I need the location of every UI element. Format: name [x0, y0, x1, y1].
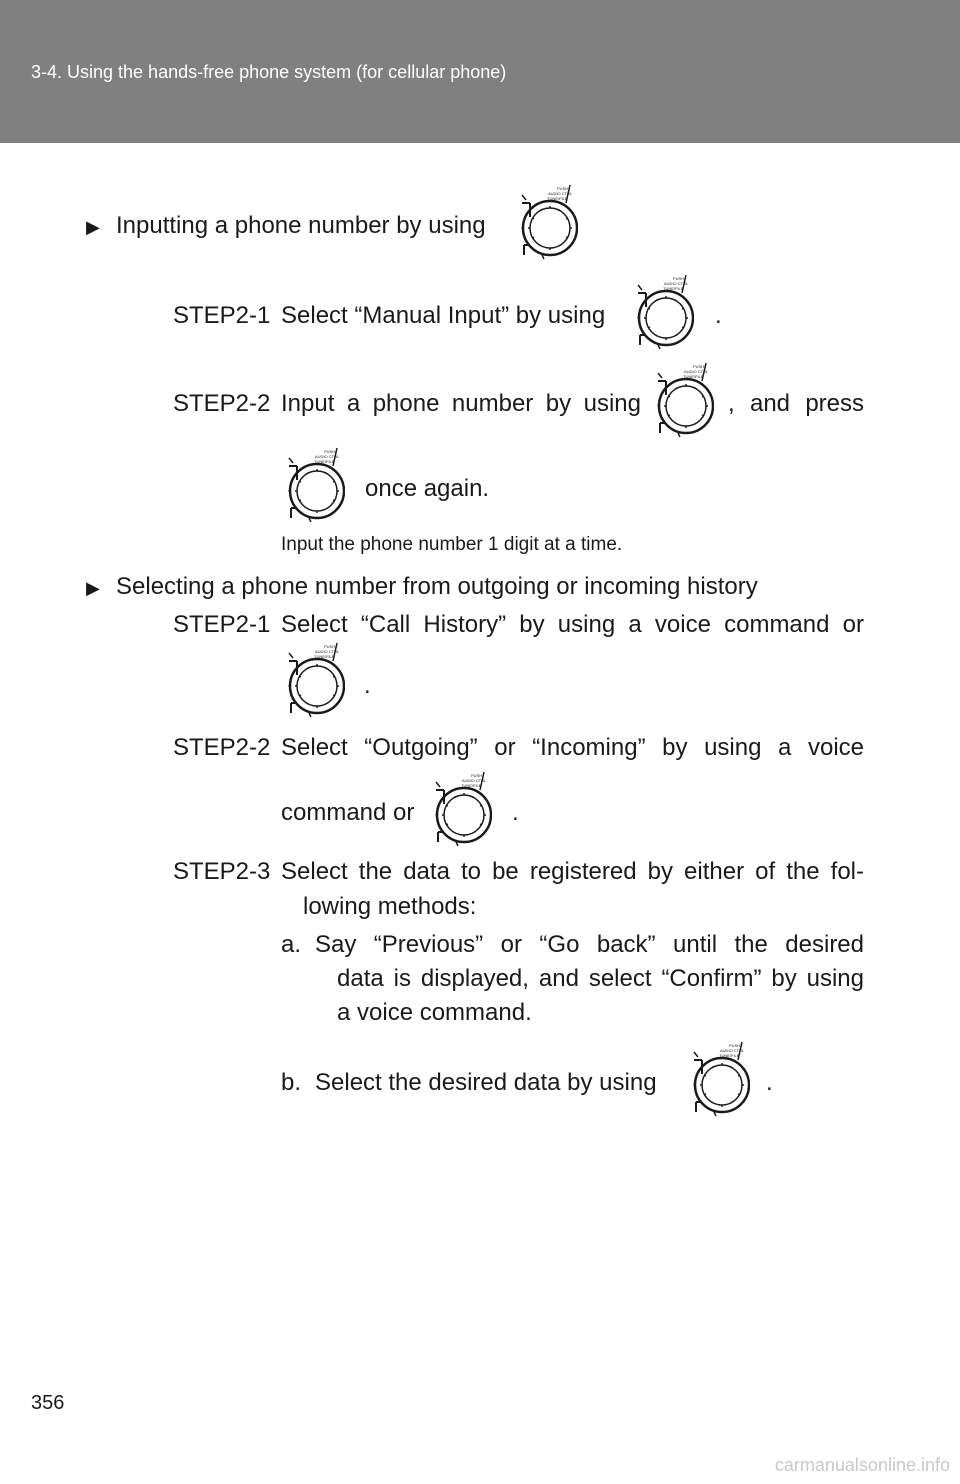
s2-step3-a-line1: Say “Previous” or “Go back” until the desired [315, 931, 864, 958]
s2-step2-text: Select “Outgoing” or “Incoming” by using a voice [281, 734, 864, 761]
section2-heading-text: Selecting a phone number from outgoing or incoming history [116, 573, 758, 600]
bullet-icon: ▶ [86, 578, 100, 598]
s2-step1-text: Select “Call History” by using a voice command or [281, 611, 864, 638]
tune-sel-knob-icon [428, 770, 492, 854]
section1-heading-text: Inputting a phone number by using [116, 212, 486, 239]
tune-sel-knob-icon [630, 273, 694, 357]
tune-sel-knob-icon [281, 446, 345, 530]
s2-step2-label: STEP2-2 [173, 734, 271, 761]
s2-step3-cont: lowing methods: [303, 893, 477, 920]
s1-step1-text: Select “Manual Input” by using [281, 302, 606, 329]
tune-sel-knob-icon [514, 183, 578, 267]
s2-step3-b-text: Select the desired data by using [315, 1069, 657, 1096]
header-title: 3-4. Using the hands-free phone system (for cellular phone) [31, 62, 507, 82]
tune-sel-knob-icon [281, 641, 345, 725]
section1-heading [86, 212, 486, 240]
page-number: 356 [31, 1392, 65, 1414]
s1-step2-label: STEP2-2 [173, 390, 271, 417]
bullet-icon: ▶ [86, 217, 100, 237]
s2-step3-b-label: b. [281, 1069, 302, 1096]
s2-step2-end: . [512, 799, 519, 826]
watermark: carmanualsonline.info [774, 1455, 950, 1475]
s2-step3-a-line2: data is displayed, and select “Confirm” by using [337, 965, 864, 992]
s2-step3-text: Select the data to be registered by either of the fol- [281, 858, 864, 885]
tune-sel-knob-icon [650, 361, 714, 445]
page-header [0, 0, 960, 143]
s2-step3-b-end: . [766, 1069, 773, 1096]
s1-note: Input the phone number 1 digit at a time. [281, 534, 623, 555]
s2-step3-a-label: a. [281, 931, 302, 958]
s2-step1-label: STEP2-1 [173, 611, 271, 638]
s2-step3-label: STEP2-3 [173, 858, 271, 885]
s1-step2-text: Input a phone number by using [281, 390, 641, 417]
s2-step3-a-line3: a voice command. [337, 999, 532, 1026]
s2-step2-cont: command or [281, 799, 415, 826]
tune-sel-knob-icon [686, 1040, 750, 1124]
s1-step1-end: . [715, 302, 722, 329]
s1-step2-cont: once again. [365, 475, 490, 502]
s2-step1-end: . [364, 672, 371, 699]
s1-step2-end: , and press [728, 390, 864, 417]
s1-step1-label: STEP2-1 [173, 302, 271, 329]
section2-heading [86, 573, 758, 601]
